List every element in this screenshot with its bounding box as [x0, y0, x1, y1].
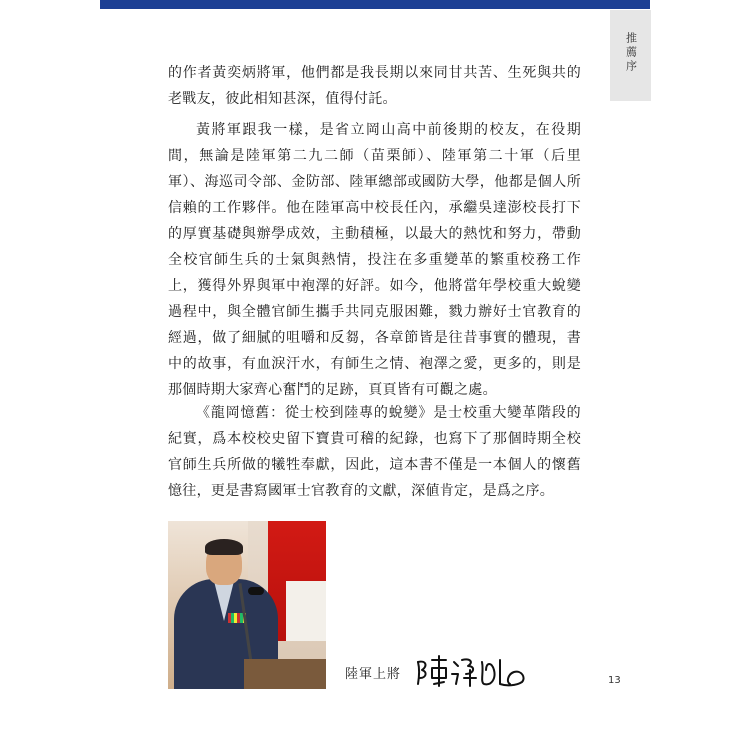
paragraph-2 [168, 117, 581, 403]
paragraph-text: 《龍岡憶舊：從士校到陸專的蛻變》是士校重大變革階段的紀實，爲本校校史留下寶貴可稽的紀錄，也寫下了那個時期全校官師生兵所做的犧牲奉獻，因此，這本書不僅是一本個人的懷舊憶往，更是書寫國軍士官教育的文獻，深値肯定，是爲之序。 [168, 405, 581, 499]
paragraph-text: 的作者黃奕炳將軍，他們都是我長期以來同甘共苦、生死與共的老戰友，彼此相知甚深，值得付託。 [168, 65, 581, 107]
top-color-bar [100, 0, 650, 9]
paragraph-3 [168, 400, 581, 504]
signature-title: 陸軍上將 [345, 667, 402, 682]
paragraph-text: 黃將軍跟我一樣，是省立岡山高中前後期的校友，在役期間，無論是陸軍第二九二師（苗栗師）、陸軍第二十軍（后里軍）、海巡司令部、金防部、陸軍總部或國防大學，他都是個人所信賴的工作夥伴。他在陸軍高中校長任內，承繼吳達澎校長打下的厚實基礎與辦學成效，主動積極，以最大的熱忱和努力，帶動全校官師生兵的士氣與熱情，投注在多重變革的繁重校務工作上，獲得外界與軍中袍澤的好評。如今，他將當年學校重大蛻變過程中，與全體官師生攜手共同克服困難，戮力辦好士官教育的經過，做了細膩的咀嚼和反芻，各章節皆是往昔事實的體現，書中的故事，有血淚汗水，有師生之情、袍澤之愛，更多的，則是那個時期大家齊心奮鬥的足跡，頁頁皆有可觀之處。 [168, 122, 581, 398]
section-tab [610, 10, 651, 101]
author-photo [168, 521, 326, 689]
paragraph-1 [168, 60, 581, 112]
page-number: 13 [608, 675, 621, 686]
section-tab-label: 推薦序 [624, 32, 638, 74]
handwritten-signature [414, 652, 530, 688]
